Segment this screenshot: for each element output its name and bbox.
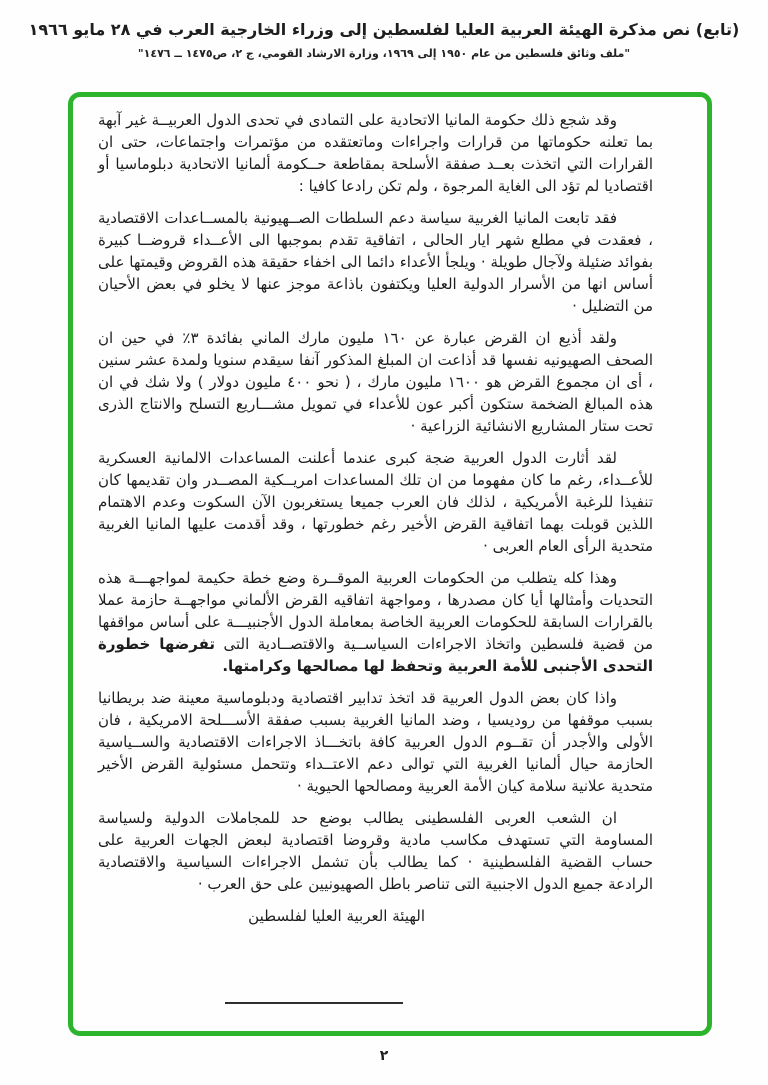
footnote-divider (225, 1002, 403, 1004)
paragraph (98, 567, 653, 677)
paragraph-bold-text: تفرضها خطورة التحدى الأجنبى للأمة العربية وتحفظ لها مصالحها وكرامتها. (98, 635, 653, 675)
page-number: ٢ (379, 1048, 389, 1064)
paragraph: ان الشعب العربى الفلسطينى يطالب بوضع حد للمجاملات الدولية ولسياسة المساومة التي تستهدف مكاسب مادية وقروضا اقتصادية لبعض الجهات العربية على حساب القضية الفلسطينية · كما يطالب بأن تشمل الاجراءات السياسية والاقتصادية الرادعة جميع الدول الاجنبية التى تناصر باطل الصهيونيين على حق العرب · (98, 809, 653, 893)
paragraph: ولقد أذيع ان القرض عبارة عن ١٦٠ مليون مارك الماني بفائدة ٣٪ في حين ان الصحف الصهيونيه نفسها قد أذاعت ان المبلغ المذكور آنفا سيقدم سنويا ولمدة عشر سنين ، أى ان مجموع القرض هو ١٦٠٠ مليون مارك ، ( نحو ٤٠٠ مليون دولار ) ولا شك في ان هذه المبالغ الضخمة ستكون أكبر عون للأعداء في تمويل مشـــاريع التسلح والانتاج الذرى تحت ستار المشاريع الانشائية الزراعية · (98, 329, 653, 435)
paragraph-text: وهذا كله يتطلب من الحكومات العربية الموقــرة وضع خطة حكيمة لمواجهـــة هذه التحديات وأمثالها أيا كان مصدرها ، ومواجهة اتفاقيه القرض الألماني مواجهــة حازمة عملا بالقرارات السابقة للحكومات العربية الخاصة بمعاملة الدول الأجنبيـــة على أساس مواقفها من قضية فلسطين واتخاذ الاجراءات السياســية والاقتصــادية التى (98, 569, 653, 653)
document-frame (68, 92, 712, 1036)
source-citation: "ملف وثائق فلسطين من عام ١٩٥٠ إلى ١٩٦٩، وزارة الارشاد القومي، ج ٢، ص١٤٧٥ ــ ١٤٧٦" (137, 47, 631, 60)
document-body (73, 97, 707, 927)
signature-line: الهيئة العربية العليا لفلسطين (248, 907, 425, 925)
paragraph: واذا كان بعض الدول العربية قد اتخذ تدابير اقتصادية ودبلوماسية معينة ضد بريطانيا بسبب موقفها من روديسيا ، وضد المانيا الغربية بسبب صفقة الأســـلحة الامريكية ، فان الأولى والأجدر أن تقــوم الدول العربية كافة باتخـــاذ الاجراءات الاقتصادية والســياسية الحازمة حيال ألمانيا الغربية التي توالى دعم الاعتــداء وتتحمل مسئولية القرض الأخير متحدية علانية سلامة كيان الأمة العربية ومصالحها الحيوية · (98, 689, 653, 795)
paragraph: وقد شجع ذلك حكومة المانيا الاتحادية على التمادى في تحدى الدول العربيــة غير آبهة بما تعلنه حكوماتها من قرارات واجراءات وماتعتقده من مؤتمرات واجتماعات، حتى ان القرارات التي اتخذت بعــد صفقة الأسلحة بمقاطعة حــكومة ألمانيا الاتحادية دبلوماسيا أو اقتصاديا لم تؤد الى الغاية المرجوة ، ولم تكن رادعا كافيا : (98, 111, 653, 195)
document-header (0, 20, 768, 60)
paragraph: فقد تابعت المانيا الغربية سياسة دعم السلطات الصــهيونية بالمســاعدات الاقتصادية ، فعقدت في مطلع شهر ايار الحالى ، اتفاقية تقدم بموجبها الى الأعــداء قروضــا كبيرة بفوائد ضئيلة ولآجال طويلة · ويلجأ الأعداء دائما الى اخفاء حقيقة هذه القروض وقيمتها على أساس انها من الأسرار الدولية العليا ويكتفون باذاعة موجز عنها لا يخلو في بعض الأحيان من التضليل · (98, 209, 653, 315)
page-title: (تابع) نص مذكرة الهيئة العربية العليا لفلسطين إلى وزراء الخارجية العرب في ٢٨ مايو ١٩٦٦ (28, 20, 740, 39)
paragraph: لقد أثارت الدول العربية ضجة كبرى عندما أعلنت المساعدات الالمانية العسكرية للأعــداء، رغم ما كان مفهوما من ان تلك المساعدات امريــكية المصــدر وان تقديمها كان تنفيذا للرغبة الأمريكية ، لذلك فان العرب جميعا يستغربون الآن السكوت وعدم الاهتمام اللذين قوبلت بهما اتفاقية القرض الأخير رغم خطورتها ، وقد أقدمت عليها المانيا الغربية متحدية الرأى العام العربى · (98, 449, 653, 555)
